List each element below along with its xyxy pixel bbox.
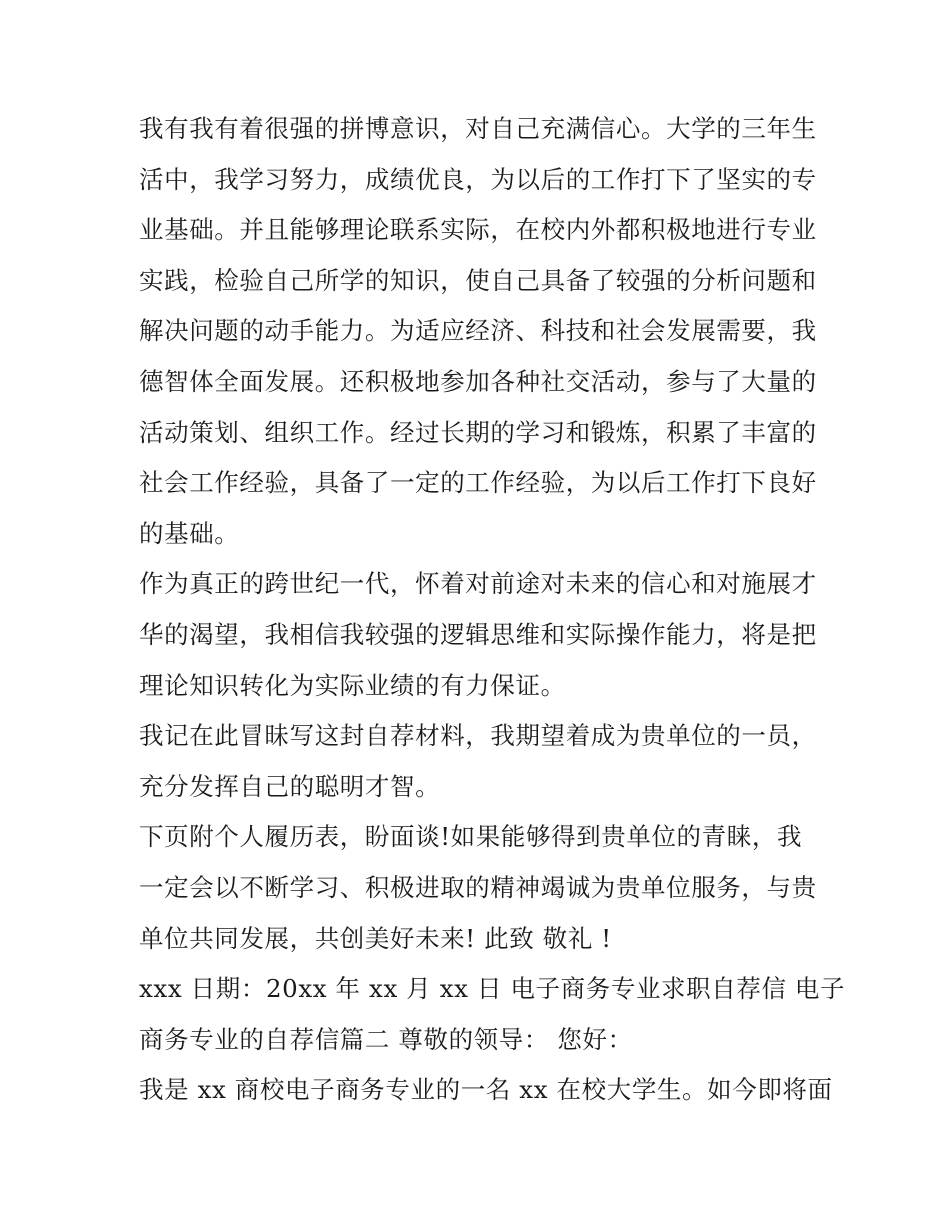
text-line: 活动策划、组织工作。经过长期的学习和锻炼，积累了丰富的 xyxy=(139,417,817,447)
text-line: 业基础。并且能够理论联系实际，在校内外都积极地进行专业 xyxy=(139,215,817,245)
text-line: 社会工作经验，具备了一定的工作经验，为以后工作打下良好 xyxy=(139,468,817,498)
text-line: 下页附个人履历表，盼面谈!如果能够得到贵单位的青睐，我 xyxy=(139,822,803,852)
text-line: 德智体全面发展。还积极地参加各种社交活动，参与了大量的 xyxy=(139,366,817,396)
text-line: 我记在此冒昧写这封自荐材料，我期望着成为贵单位的一员， xyxy=(139,721,817,751)
text-line: 商务专业的自荐信篇二 尊敬的领导： 您好： xyxy=(139,1024,633,1054)
letter-body xyxy=(139,104,846,1116)
text-line: 一定会以不断学习、积极进取的精神竭诚为贵单位服务，与贵 xyxy=(139,872,817,902)
text-line: 充分发挥自己的聪明才智。 xyxy=(139,771,441,801)
text-line: 单位共同发展，共创美好未来! 此致 敬礼 ! xyxy=(139,923,612,953)
text-line: 的基础。 xyxy=(139,518,240,548)
text-line: 作为真正的跨世纪一代，怀着对前途对未来的信心和对施展才 xyxy=(139,569,817,599)
text-line: 活中，我学习努力，成绩优良，为以后的工作打下了坚实的专 xyxy=(139,164,817,194)
text-line: 解决问题的动手能力。为适应经济、科技和社会发展需要，我 xyxy=(139,316,817,346)
text-line: 我是 xx 商校电子商务专业的一名 xx 在校大学生。如今即将面 xyxy=(139,1075,833,1105)
text-line: 理论知识转化为实际业绩的有力保证。 xyxy=(139,670,566,700)
text-line: 华的渴望，我相信我较强的逻辑思维和实际操作能力，将是把 xyxy=(139,619,817,649)
text-line: xxx 日期：20xx 年 xx 月 xx 日 电子商务专业求职自荐信 电子 xyxy=(139,974,846,1004)
text-line: 我有我有着很强的拼博意识，对自己充满信心。大学的三年生 xyxy=(139,114,817,143)
text-line: 实践，检验自己所学的知识，使自己具备了较强的分析问题和 xyxy=(139,265,817,295)
